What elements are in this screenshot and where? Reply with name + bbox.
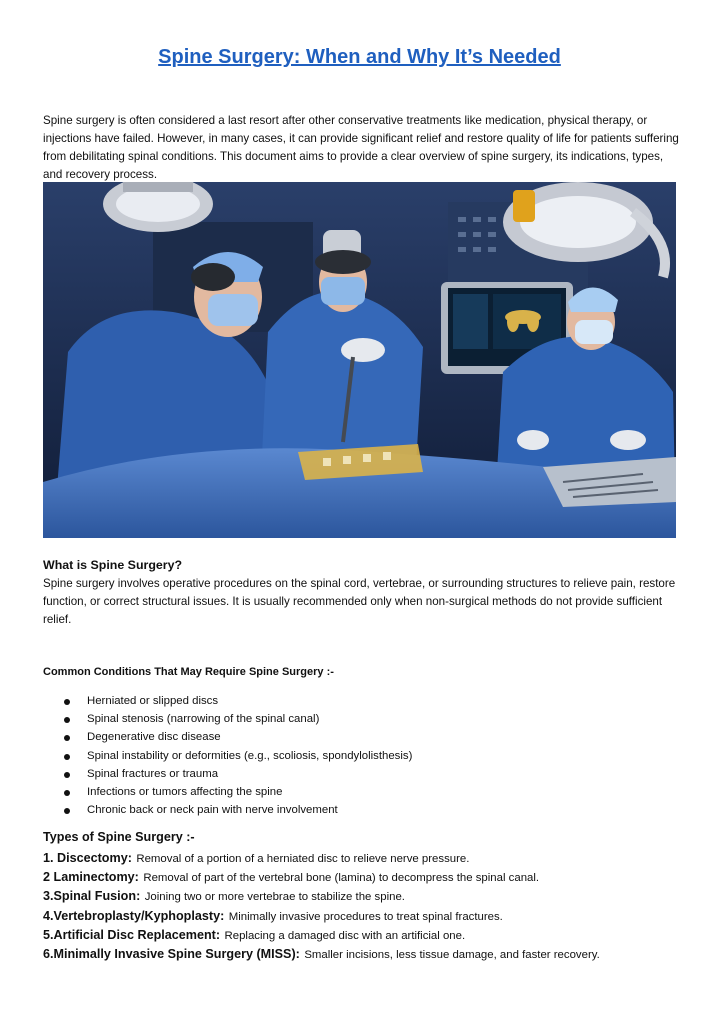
bullet-icon — [64, 699, 70, 705]
list-item-label: Infections or tumors affecting the spine — [87, 785, 283, 798]
type-name: 1. Discectomy: — [43, 851, 132, 865]
list-item-label: Herniated or slipped discs — [87, 695, 219, 707]
list-item-label: Spinal instability or deformities (e.g., scoliosis, spondylolisthesis) — [87, 749, 413, 762]
list-item — [43, 692, 412, 710]
type-name: 3.Spinal Fusion: — [43, 889, 141, 904]
list-item — [43, 848, 600, 867]
list-item-label: Spinal fractures or trauma — [87, 767, 219, 780]
bullet-icon — [64, 754, 70, 760]
type-description: Joining two or more vertebrae to stabilize the spine. — [144, 891, 405, 904]
type-description: Removal of part of the vertebral bone (lamina) to decompress the spinal canal. — [143, 872, 540, 885]
conditions-list — [43, 692, 412, 819]
list-item — [43, 783, 412, 801]
type-name: 6.Minimally Invasive Spine Surgery (MISS): — [43, 946, 300, 961]
list-item — [43, 867, 600, 886]
list-item-label: Degenerative disc disease — [87, 731, 221, 744]
what-paragraph: Spine surgery involves operative procedures on the spinal cord, vertebrae, or surrounding structures to relieve pain, restore function, or correct structural issues. It is usually recommended only when non-surgical methods do not provide sufficient relief. — [43, 577, 676, 626]
intro-paragraph: Spine surgery is often considered a last resort after other conservative treatments like medication, physical therapy, or injections have failed. However, in many cases, it can provide significant relief and restore quality of life for patients suffering from debilitating spinal conditions. This document aims to provide a clear overview of spine surgery, its indications, types, and recovery process. — [43, 114, 679, 181]
bullet-icon — [64, 808, 70, 814]
type-name: 5.Artificial Disc Replacement: — [43, 927, 221, 942]
list-item — [43, 801, 412, 819]
type-name: 2 Laminectomy: — [43, 870, 139, 885]
section-heading-what: What is Spine Surgery? — [43, 558, 183, 572]
bullet-icon — [64, 735, 70, 741]
bullet-icon — [64, 717, 70, 723]
list-item — [43, 944, 600, 963]
type-description: Minimally invasive procedures to treat spinal fractures. — [228, 910, 503, 923]
type-name: 4.Vertebroplasty/Kyphoplasty: — [43, 908, 225, 923]
bullet-icon — [64, 772, 70, 778]
list-item-label: Spinal stenosis (narrowing of the spinal canal) — [87, 713, 320, 726]
bullet-icon — [64, 790, 70, 796]
types-list — [43, 848, 600, 963]
list-item — [43, 906, 600, 925]
type-description: Replacing a damaged disc with an artificial one. — [224, 929, 466, 942]
section-heading-types: Types of Spine Surgery :- — [43, 830, 195, 844]
list-item — [43, 710, 412, 728]
type-description: Smaller incisions, less tissue damage, and faster recovery. — [304, 948, 600, 961]
list-item — [43, 747, 412, 765]
section-heading-conditions: Common Conditions That May Require Spine Surgery :- — [43, 666, 334, 678]
list-item-label: Chronic back or neck pain with nerve involvement — [87, 804, 338, 817]
list-item — [43, 765, 412, 783]
list-item — [43, 925, 600, 944]
list-item — [43, 886, 600, 905]
page-title: Spine Surgery: When and Why It’s Needed — [158, 46, 561, 68]
list-item — [43, 728, 412, 746]
type-description: Removal of a portion of a herniated disc to relieve nerve pressure. — [136, 853, 470, 865]
surgery-photo — [43, 182, 676, 538]
